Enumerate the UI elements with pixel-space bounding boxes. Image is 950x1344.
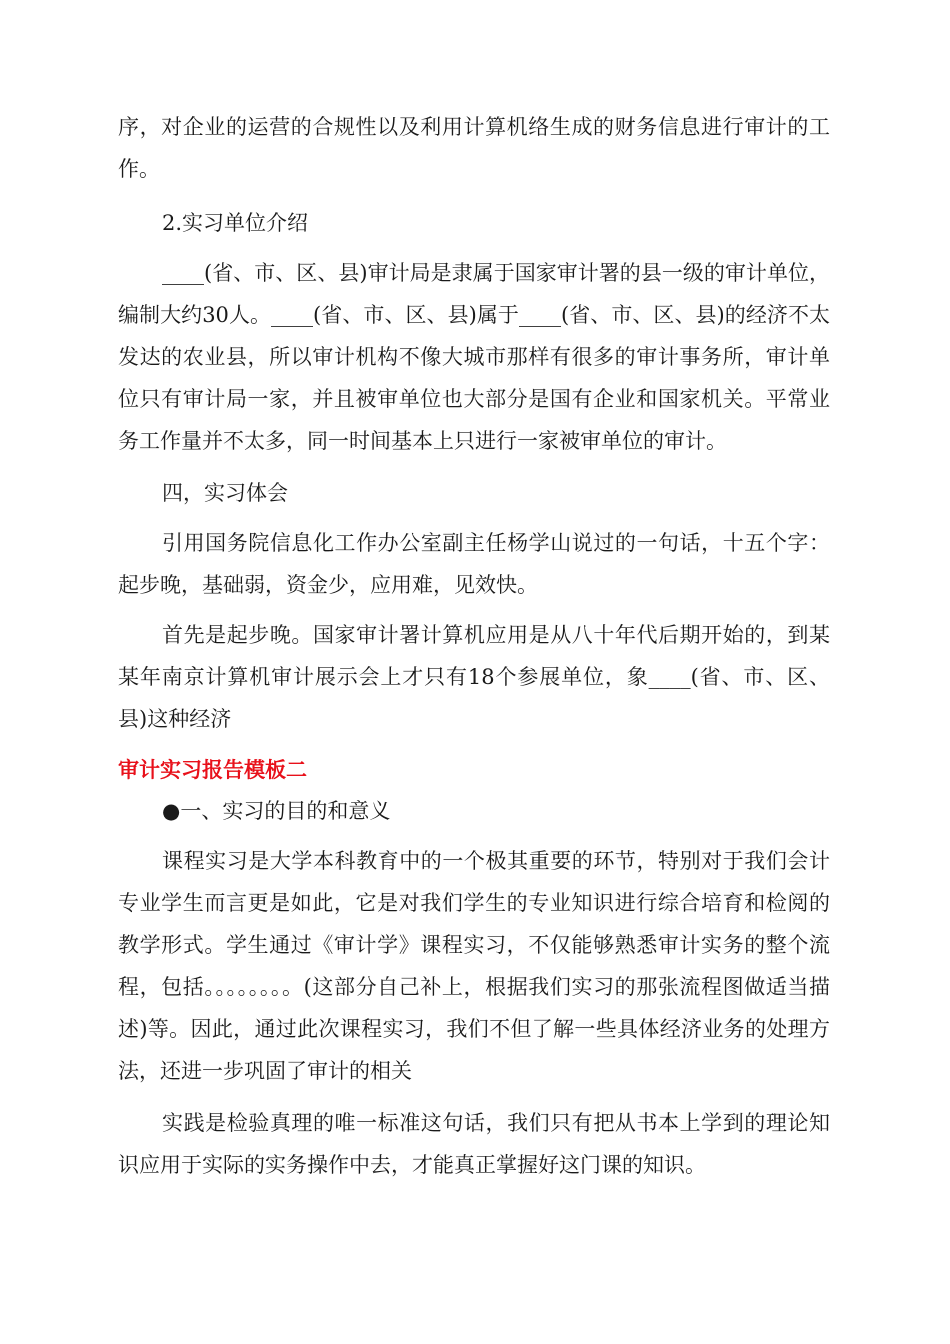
section-title-template-two: 审计实习报告模板二 — [118, 758, 307, 782]
paragraph-late-start: 首先是起步晚。国家审计署计算机应用是从八十年代后期开始的，到某某年南京计算机审计展示会上才只有18个参展单位，象____(省、市、区、县)这种经济 — [118, 623, 830, 731]
document-page — [118, 106, 830, 1200]
paragraph-quote: 引用国务院信息化工作办公室副主任杨学山说过的一句话，十五个字：起步晚，基础弱，资金少，应用难，见效快。 — [118, 531, 830, 597]
heading-unit-introduction: 2.实习单位介绍 — [162, 211, 309, 235]
heading-purpose-significance: ●一、实习的目的和意义 — [162, 799, 391, 823]
paragraph-practice: 实践是检验真理的唯一标准这句话，我们只有把从书本上学到的理论知识应用于实际的实务操作中去，才能真正掌握好这门课的知识。 — [118, 1111, 830, 1177]
heading-internship-experience: 四，实习体会 — [162, 481, 288, 505]
paragraph-course-internship: 课程实习是大学本科教育中的一个极其重要的环节，特别对于我们会计专业学生而言更是如此，它是对我们学生的专业知识进行综合培育和检阅的教学形式。学生通过《审计学》课程实习，不仅能够熟悉审计实务的整个流程，包括。。。。。。。。(这部分自己补上，根据我们实习的那张流程图做适当描述)等。因此，通过此次课程实习，我们不但了解一些具体经济业务的处理方法，还进一步巩固了审计的相关 — [118, 849, 830, 1083]
paragraph-unit-introduction: ____(省、市、区、县)审计局是隶属于国家审计署的县一级的审计单位，编制大约30人。____(省、市、区、县)属于____(省、市、区、县)的经济不太发达的农业县，所以审计机构不像大城市那样有很多的审计事务所，审计单位只有审计局一家，并且被审单位也大部分是国有企业和国家机关。平常业务工作量并不太多，同一时间基本上只进行一家被审单位的审计。 — [118, 261, 830, 453]
paragraph-audit-scope: 序，对企业的运营的合规性以及利用计算机络生成的财务信息进行审计的工作。 — [118, 115, 830, 181]
